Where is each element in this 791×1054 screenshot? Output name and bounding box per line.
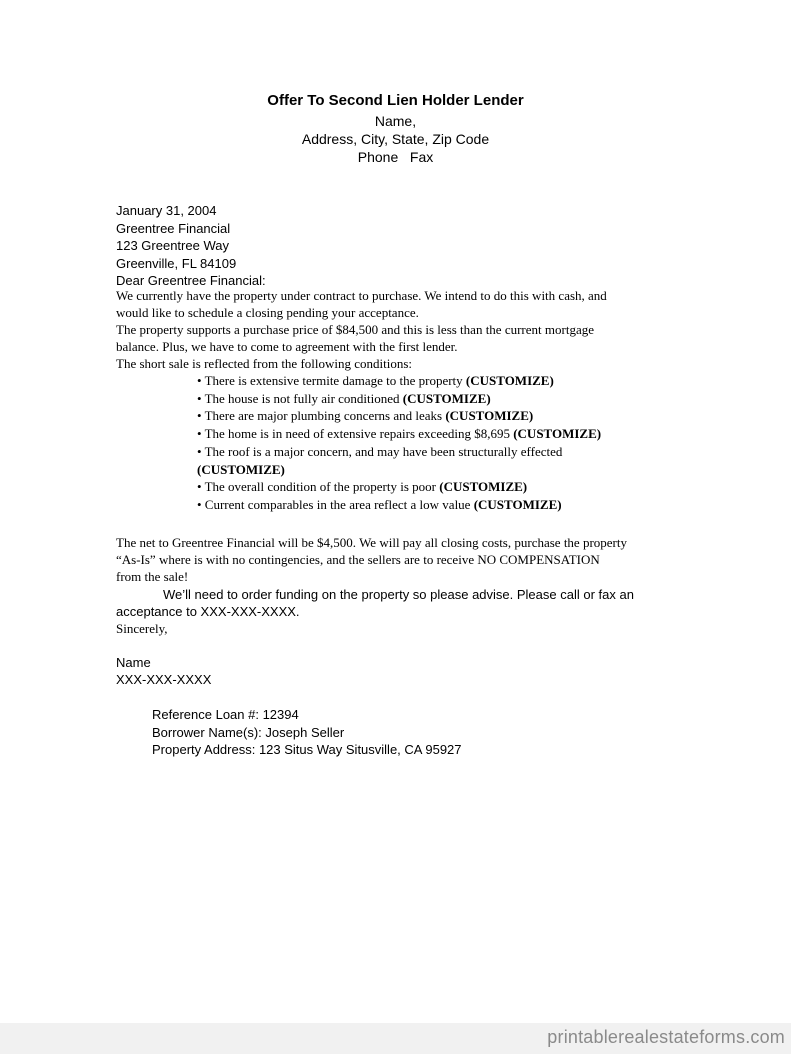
customize-tag: (CUSTOMIZE) xyxy=(197,461,285,477)
sign-off: Sincerely, xyxy=(116,621,168,636)
letter-body xyxy=(116,287,686,372)
recipient-company: Greentree Financial xyxy=(116,220,231,236)
customize-tag: (CUSTOMIZE) xyxy=(439,479,528,495)
salutation: Dear Greentree Financial: xyxy=(116,273,266,288)
reference-property-address: Property Address: 123 Situs Way Situsville, CA 95927 xyxy=(152,742,462,757)
sender-name: Name, xyxy=(374,113,417,129)
funding-paragraph-line: acceptance to XXX-XXX-XXXX. xyxy=(116,604,300,619)
reference-loan: Reference Loan #: 12394 xyxy=(152,707,299,722)
sender-address: Address, City, State, Zip Code xyxy=(301,131,490,147)
watermark-text: printablerealestateforms.com xyxy=(547,1027,785,1047)
customize-tag: (CUSTOMIZE) xyxy=(513,426,602,442)
recipient-street: 123 Greentree Way xyxy=(116,238,229,253)
paragraph-price-line: balance. Plus, we have to come to agreement with the first lender. xyxy=(116,339,458,354)
recipient-block xyxy=(116,202,676,290)
customize-tag: (CUSTOMIZE) xyxy=(445,408,534,424)
reference-block xyxy=(152,706,462,759)
condition-item: • The overall condition of the property is poor (CUSTOMIZE) xyxy=(197,479,528,495)
condition-item: • The house is not fully air conditioned (CUSTOMIZE) xyxy=(197,390,491,406)
paragraph-intro-line: would like to schedule a closing pending your acceptance. xyxy=(116,305,419,320)
paragraph-conditions-intro: The short sale is reflected from the following conditions: xyxy=(116,356,413,371)
condition-item: • The roof is a major concern, and may have been structurally effected xyxy=(197,443,563,459)
paragraph-intro-line: We currently have the property under contract to purchase. We intend to do this with cash, and xyxy=(116,288,607,303)
condition-item: • The home is in need of extensive repairs exceeding $8,695 (CUSTOMIZE) xyxy=(197,426,602,442)
signature-name: Name xyxy=(116,655,151,670)
net-paragraph-line: “As-Is” where is with no contingencies, and the sellers are to receive NO COMPENSATION xyxy=(116,552,600,567)
condition-item-continuation xyxy=(197,461,657,479)
customize-tag: (CUSTOMIZE) xyxy=(473,496,562,512)
net-paragraph-line: from the sale! xyxy=(116,569,189,584)
letter-date: January 31, 2004 xyxy=(116,203,217,218)
recipient-city: Greenville, FL 84109 xyxy=(116,255,237,271)
conditions-list xyxy=(197,372,657,514)
condition-item: • There is extensive termite damage to the property (CUSTOMIZE) xyxy=(197,373,554,388)
paragraph-price-line: The property supports a purchase price of $84,500 and this is less than the current mortgage xyxy=(116,322,594,337)
condition-item: • Current comparables in the area reflect a low value (CUSTOMIZE) xyxy=(197,496,562,512)
net-paragraph xyxy=(116,534,686,585)
net-paragraph-line: The net to Greentree Financial will be $4,500. We will pay all closing costs, purchase the property xyxy=(116,535,627,550)
condition-item: • There are major plumbing concerns and leaks (CUSTOMIZE) xyxy=(197,408,534,424)
document-title: Offer To Second Lien Holder Lender xyxy=(267,92,524,109)
sender-phone-fax: Phone Fax xyxy=(357,149,434,165)
reference-borrower: Borrower Name(s): Joseph Seller xyxy=(152,724,345,740)
customize-tag: (CUSTOMIZE) xyxy=(402,390,491,406)
funding-paragraph-line: We’ll need to order funding on the property so please advise. Please call or fax an xyxy=(163,587,634,602)
customize-tag: (CUSTOMIZE) xyxy=(465,373,554,388)
signature-phone: XXX-XXX-XXXX xyxy=(116,672,212,687)
